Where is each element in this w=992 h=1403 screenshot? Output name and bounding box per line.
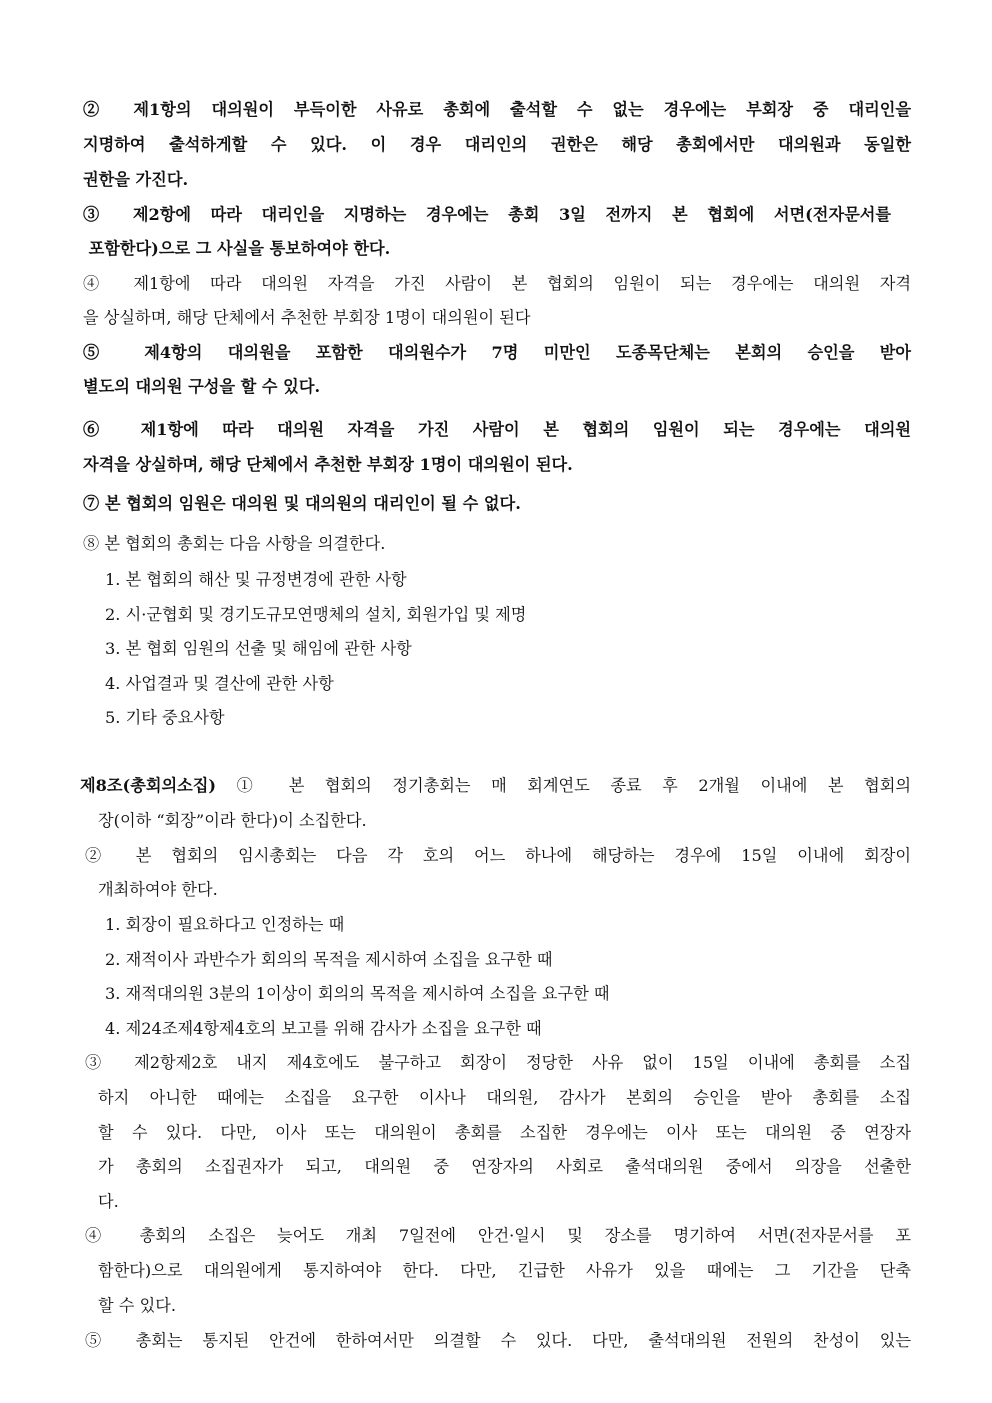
- article-8-para-3-line-2: 하지 아니한 때에는 소집을 요구한 이사나 대의원, 감사가 본회의 승인을 받아 총회를 소집: [98, 1088, 911, 1107]
- paragraph-3-line-1: ③ 제2항에 따라 대리인을 지명하는 경우에는 총회 3일 전까지 본 협회에 서면(전자문서를: [83, 205, 891, 224]
- paragraph-2-line-2: 지명하여 출석하게할 수 있다. 이 경우 대리인의 권한은 해당 총회에서만 대의원과 동일한: [83, 135, 911, 154]
- paragraph-6-line-1: ⑥ 제1항에 따라 대의원 자격을 가진 사람이 본 협회의 임원이 되는 경우에는 대의원: [83, 420, 911, 439]
- resolution-item-1: 1. 본 협회의 해산 및 규정변경에 관한 사항: [105, 570, 407, 589]
- article-8-heading: 제8조(총회의소집): [80, 776, 217, 795]
- article-8-item-2: 2. 재적이사 과반수가 회의의 목적을 제시하여 소집을 요구한 때: [105, 950, 553, 969]
- resolution-item-3: 3. 본 협회 임원의 선출 및 해임에 관한 사항: [105, 639, 412, 658]
- paragraph-5-line-1: ⑤ 제4항의 대의원을 포함한 대의원수가 7명 미만인 도종목단체는 본회의 승인을 받아: [83, 343, 911, 362]
- article-8-para-2-line-2: 개최하여야 한다.: [98, 880, 218, 899]
- article-8-para-3-line-1: ③ 제2항제2호 내지 제4호에도 불구하고 회장이 정당한 사유 없이 15일 이내에 총회를 소집: [85, 1053, 911, 1072]
- article-8-para-4-line-1: ④ 총회의 소집은 늦어도 개최 7일전에 안건·일시 및 장소를 명기하여 서면(전자문서를 포: [85, 1226, 911, 1245]
- paragraph-4-line-2: 을 상실하며, 해당 단체에서 추천한 부회장 1명이 대의원이 된다: [83, 308, 531, 327]
- paragraph-5-line-2: 별도의 대의원 구성을 할 수 있다.: [83, 377, 321, 396]
- article-8-para-1-line-2: 장(이하 “회장”이라 한다)이 소집한다.: [98, 811, 367, 830]
- article-8-para-4-line-2: 함한다)으로 대의원에게 통지하여야 한다. 다만, 긴급한 사유가 있을 때에는 그 기간을 단축: [98, 1261, 911, 1280]
- paragraph-7-line-1: ⑦ 본 협회의 임원은 대의원 및 대의원의 대리인이 될 수 없다.: [83, 494, 521, 513]
- paragraph-4-line-1: ④ 제1항에 따라 대의원 자격을 가진 사람이 본 협회의 임원이 되는 경우에는 대의원 자격: [83, 274, 911, 293]
- article-8-para-5-line-1: ⑤ 총회는 통지된 안건에 한하여서만 의결할 수 있다. 다만, 출석대의원 전원의 찬성이 있는: [85, 1331, 911, 1350]
- article-8-para-1-line-1: ① 본 협회의 정기총회는 매 회계연도 종료 후 2개월 이내에 본 협회의: [216, 776, 911, 795]
- article-8-first-line: [80, 775, 911, 797]
- article-8-item-3: 3. 재적대의원 3분의 1이상이 회의의 목적을 제시하여 소집을 요구한 때: [105, 984, 610, 1003]
- article-8-para-3-line-3: 할 수 있다. 다만, 이사 또는 대의원이 총회를 소집한 경우에는 이사 또는 대의원 중 연장자: [98, 1123, 911, 1142]
- paragraph-2-line-3: 권한을 가진다.: [83, 170, 189, 189]
- resolution-item-4: 4. 사업결과 및 결산에 관한 사항: [105, 674, 334, 693]
- resolution-item-2: 2. 시·군협회 및 경기도규모연맹체의 설치, 회원가입 및 제명: [105, 605, 527, 624]
- article-8-para-3-line-5: 다.: [98, 1192, 119, 1211]
- paragraph-2-line-1: ② 제1항의 대의원이 부득이한 사유로 총회에 출석할 수 없는 경우에는 부회장 중 대리인을: [83, 100, 911, 119]
- paragraph-8-line-1: ⑧ 본 협회의 총회는 다음 사항을 의결한다.: [83, 534, 386, 553]
- article-8-para-2-line-1: ② 본 협회의 임시총회는 다음 각 호의 어느 하나에 해당하는 경우에 15일 이내에 회장이: [85, 846, 911, 865]
- resolution-item-5: 5. 기타 중요사항: [105, 708, 225, 727]
- article-8-para-4-line-3: 할 수 있다.: [98, 1296, 176, 1315]
- article-8-item-1: 1. 회장이 필요하다고 인정하는 때: [105, 915, 345, 934]
- article-8-para-3-line-4: 가 총회의 소집권자가 되고, 대의원 중 연장자의 사회로 출석대의원 중에서 의장을 선출한: [98, 1157, 911, 1176]
- paragraph-6-line-2: 자격을 상실하며, 해당 단체에서 추천한 부회장 1명이 대의원이 된다.: [83, 455, 573, 474]
- article-8-item-4: 4. 제24조제4항제4호의 보고를 위해 감사가 소집을 요구한 때: [105, 1019, 542, 1038]
- paragraph-3-line-2: 포함한다)으로 그 사실을 통보하여야 한다.: [83, 239, 391, 258]
